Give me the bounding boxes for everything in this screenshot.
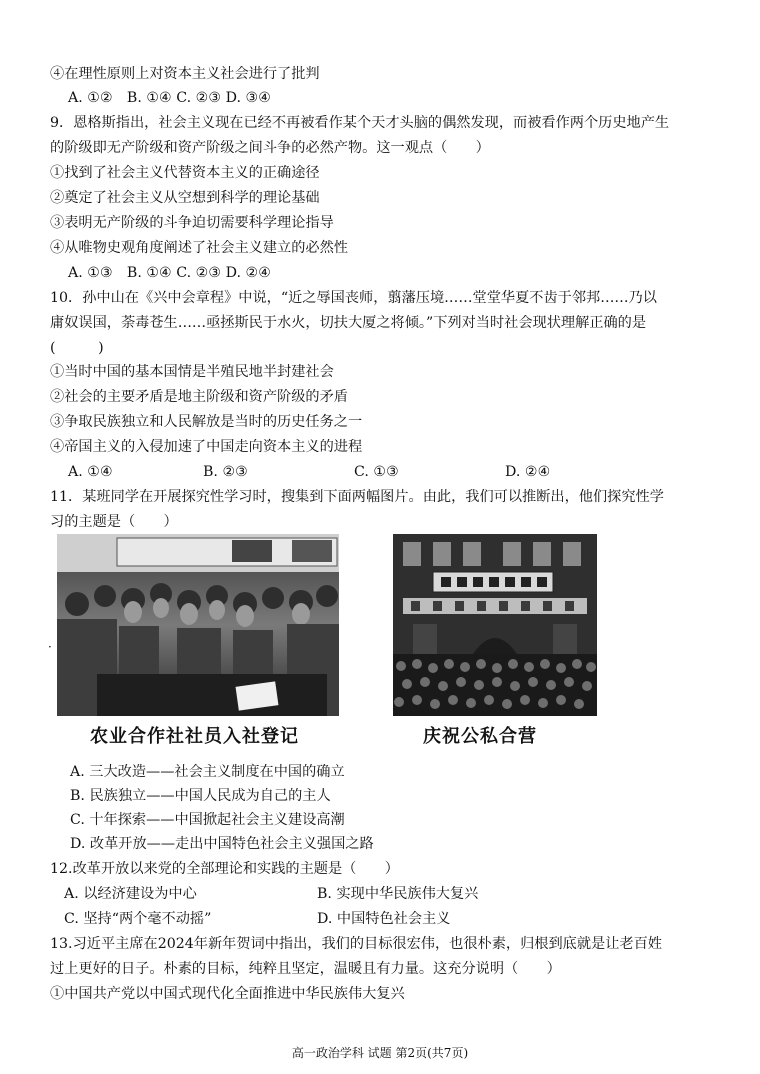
q11-option-d: D. 改革开放——走出中国特色社会主义强国之路	[70, 836, 374, 852]
q8-item-4: ④在理性原则上对资本主义社会进行了批判	[50, 66, 320, 82]
q10-item-3: ③争取民族独立和人民解放是当时的历史任务之一	[50, 414, 363, 430]
q11-option-c: C. 十年探索——中国掀起社会主义建设高潮	[70, 812, 345, 828]
q10-stem-line2: 庸奴误国，荼毒苍生……亟拯斯民于水火，切扶大厦之将倾。”下列对当时社会现状理解正确的是	[50, 315, 647, 331]
q8-options: A. ①② B. ①④ C. ②③ D. ③④	[68, 90, 271, 106]
q13-stem-line2: 过上更好的日子。朴素的目标，纯粹且坚定，温暖且有力量。这充分说明（ ）	[50, 961, 561, 977]
q13-stem-line1: 13.习近平主席在2024年新年贺词中指出，我们的目标很宏伟，也很朴素，归根到底就是让老百姓	[50, 936, 662, 952]
q12-option-a: A. 以经济建设为中心	[64, 886, 197, 902]
q9-stem-line2: 的阶级即无产阶级和资产阶级之间斗争的必然产物。这一观点（ ）	[50, 140, 490, 156]
q9-item-2: ②奠定了社会主义从空想到科学的理论基础	[50, 190, 320, 206]
q10-item-2: ②社会的主要矛盾是地主阶级和资产阶级的矛盾	[50, 389, 348, 405]
q11-stem-line1: 11．某班同学在开展探究性学习时，搜集到下面两幅图片。由此，我们可以推断出，他们探究性学	[50, 489, 664, 505]
q9-item-3: ③表明无产阶级的斗争迫切需要科学理论指导	[50, 215, 334, 231]
q10-stem-line3: ( )	[50, 340, 104, 356]
stray-dot: ·	[48, 640, 52, 654]
q9-stem-line1: 9．恩格斯指出，社会主义现在已经不再被看作某个天才头脑的偶然发现，而被看作两个历史地产生	[50, 115, 670, 131]
q10-item-1: ①当时中国的基本国情是半殖民地半封建社会	[50, 364, 334, 380]
q11-stem-line2: 习的主题是（ ）	[50, 514, 178, 530]
photo-public-private-celebration	[393, 534, 597, 716]
q12-option-b: B. 实现中华民族伟大复兴	[317, 886, 479, 902]
photo-cooperative-registration	[57, 534, 339, 716]
q11-option-a: A. 三大改造——社会主义制度在中国的确立	[70, 764, 345, 780]
q11-option-b: B. 民族独立——中国人民成为自己的主人	[70, 788, 331, 804]
photo1-caption: 农业合作社社员入社登记	[90, 726, 299, 747]
page-footer: 高一政治学科 试题 第2页(共7页)	[291, 1046, 469, 1060]
q12-option-d: D. 中国特色社会主义	[317, 911, 451, 927]
q10-option-a: A. ①④	[68, 464, 113, 480]
q10-option-b: B. ②③	[203, 464, 248, 480]
q9-item-1: ①找到了社会主义代替资本主义的正确途径	[50, 165, 320, 181]
q10-stem-line1: 10．孙中山在《兴中会章程》中说，“近之辱国丧师，翦藩压境……堂堂华夏不齿于邻邦……乃以	[50, 290, 657, 306]
q10-item-4: ④帝国主义的入侵加速了中国走向资本主义的进程	[50, 439, 363, 455]
q12-stem: 12.改革开放以来党的全部理论和实践的主题是（ ）	[50, 861, 399, 877]
q10-option-d: D. ②④	[505, 464, 551, 480]
q12-option-c: C. 坚持“两个毫不动摇”	[64, 911, 212, 927]
q9-item-4: ④从唯物史观角度阐述了社会主义建立的必然性	[50, 240, 348, 256]
q10-option-c: C. ①③	[354, 464, 399, 480]
q13-item-1: ①中国共产党以中国式现代化全面推进中华民族伟大复兴	[50, 986, 405, 1002]
q9-options: A. ①③ B. ①④ C. ②③ D. ②④	[68, 265, 271, 281]
photo2-caption: 庆祝公私合营	[423, 726, 537, 747]
